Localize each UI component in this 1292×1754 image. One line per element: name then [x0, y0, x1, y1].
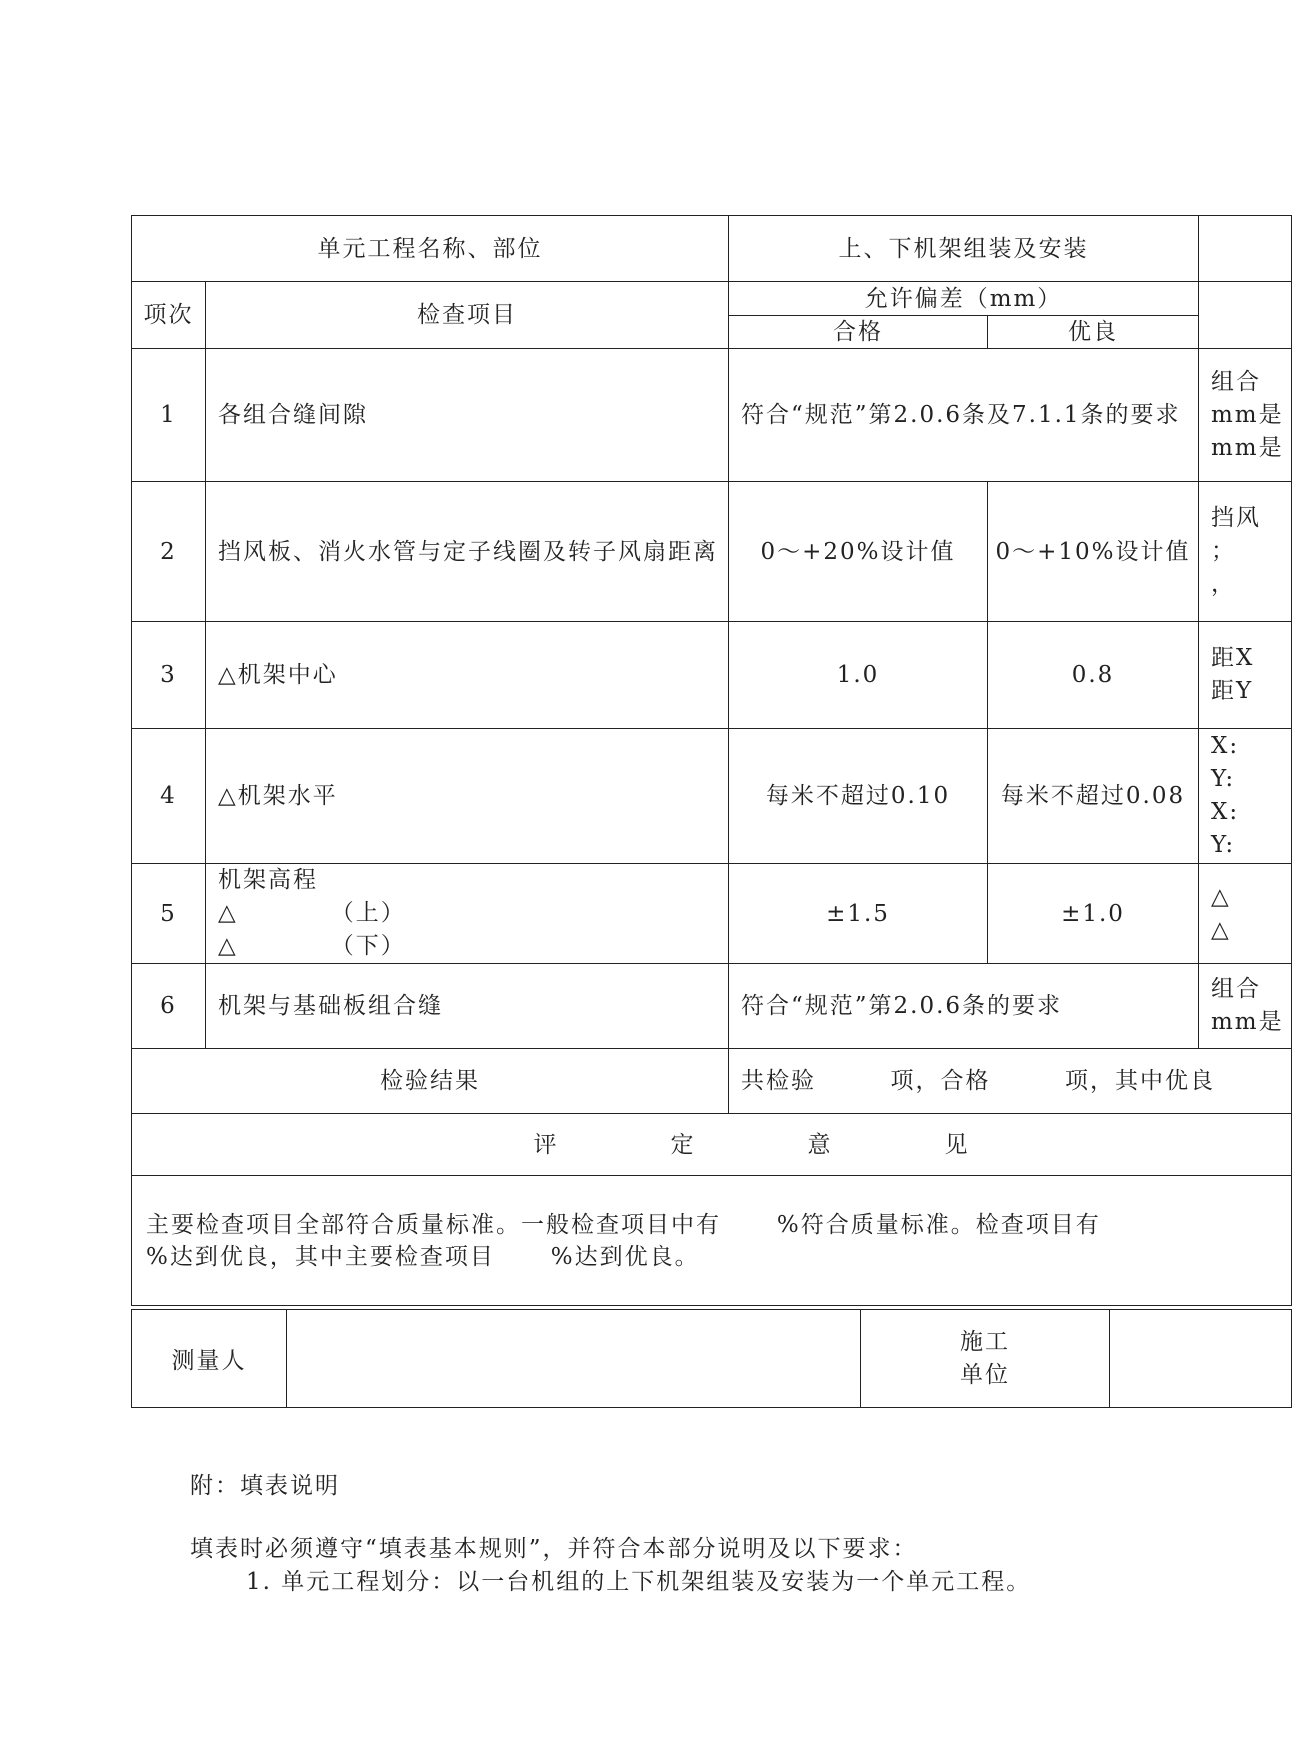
- table-row: [132, 864, 1292, 964]
- row-qualified: 0～+20%设计值: [729, 482, 988, 622]
- row-excellent: 0.8: [988, 622, 1199, 729]
- notes-intro: 填表时必须遵守“填表基本规则”，并符合本部分说明及以下要求：: [190, 1536, 918, 1562]
- signature-table: [131, 1309, 1292, 1408]
- measured-line: ，: [1211, 571, 1236, 597]
- measured-line: 组合: [1211, 976, 1261, 1002]
- row-no: 5: [132, 864, 206, 964]
- row-excellent: 每米不超过0.08: [988, 729, 1199, 864]
- measured-line: △: [1211, 916, 1231, 943]
- measured-line: mm是: [1211, 1009, 1284, 1035]
- row-item-line: 机架高程: [218, 867, 318, 893]
- construction-unit-line: 单位: [960, 1361, 1010, 1388]
- row-measured: [1199, 964, 1292, 1049]
- row-measured: [1199, 864, 1292, 964]
- row-qualified: ±1.5: [729, 864, 988, 964]
- measured-line: 挡风: [1211, 505, 1261, 531]
- notes-item-1: 1. 单元工程划分：以一台机组的上下机架组装及安装为一个单元工程。: [246, 1569, 1032, 1595]
- row-item: △机架中心: [206, 622, 729, 729]
- row-excellent: ±1.0: [988, 864, 1199, 964]
- result-row: [132, 1049, 1292, 1114]
- row-measured: [1199, 482, 1292, 622]
- construction-unit-label: [861, 1310, 1110, 1408]
- notes-section: [190, 1470, 1031, 1599]
- row-item-line: △ （上）: [218, 900, 406, 926]
- table-row: [132, 349, 1292, 482]
- inspection-form: [131, 215, 1292, 1306]
- row-item: 挡风板、消火水管与定子线圈及转子风扇距离: [206, 482, 729, 622]
- measured-line: ；: [1211, 538, 1236, 564]
- measured-line: △: [1211, 883, 1231, 910]
- table-row: [132, 964, 1292, 1049]
- result-label: 检验结果: [132, 1049, 729, 1114]
- unit-label: 单元工程名称、部位: [132, 216, 729, 282]
- measured-line: mm是: [1211, 434, 1284, 461]
- qualified-header: 合格: [729, 316, 988, 349]
- measured-header: [1199, 282, 1292, 349]
- measured-line: 距Y: [1211, 678, 1254, 704]
- assessment-title: [132, 1114, 1292, 1176]
- assessment-body-row: [132, 1176, 1292, 1306]
- row-requirement: 符合“规范”第2.0.6条的要求: [729, 964, 1199, 1049]
- construction-unit-line: 施工: [960, 1328, 1010, 1355]
- assessment-line: %达到优良，其中主要检查项目 %达到优良。: [146, 1243, 700, 1270]
- measured-line: Y:: [1211, 766, 1236, 792]
- row-measured: [1199, 349, 1292, 482]
- table-row: [132, 482, 1292, 622]
- measured-line: X:: [1211, 799, 1240, 825]
- row-qualified: 1.0: [729, 622, 988, 729]
- measured-line: Y:: [1211, 832, 1236, 858]
- measured-line: mm是: [1211, 401, 1284, 428]
- row-excellent: 0～+10%设计值: [988, 482, 1199, 622]
- assessment-title-char: 意: [807, 1131, 833, 1158]
- row-no: 4: [132, 729, 206, 864]
- excellent-header: 优良: [988, 316, 1199, 349]
- table-row: [132, 622, 1292, 729]
- assessment-title-char: 定: [670, 1131, 696, 1158]
- tolerance-header: 允许偏差（mm）: [729, 282, 1199, 316]
- assessment-title-char: 评: [533, 1131, 559, 1158]
- assessment-line: 主要检查项目全部符合质量标准。一般检查项目中有 %符合质量标准。检查项目有: [146, 1211, 1101, 1238]
- row-no: 1: [132, 349, 206, 482]
- row-item: [206, 864, 729, 964]
- unit-extra-cell: [1199, 216, 1292, 282]
- assessment-title-row: [132, 1114, 1292, 1176]
- construction-unit-signature-cell[interactable]: [1110, 1310, 1292, 1408]
- row-no: 6: [132, 964, 206, 1049]
- row-item: 机架与基础板组合缝: [206, 964, 729, 1049]
- unit-row: [132, 216, 1292, 282]
- row-requirement: 符合“规范”第2.0.6条及7.1.1条的要求: [729, 349, 1199, 482]
- row-item-line: △ （下）: [218, 933, 406, 959]
- row-measured: [1199, 729, 1292, 864]
- row-measured: [1199, 622, 1292, 729]
- measured-line: 组合: [1211, 368, 1261, 395]
- row-qualified: 每米不超过0.10: [729, 729, 988, 864]
- measurer-signature-cell[interactable]: [287, 1310, 861, 1408]
- table-row: [132, 729, 1292, 864]
- row-no: 3: [132, 622, 206, 729]
- row-no: 2: [132, 482, 206, 622]
- header-row: [132, 282, 1292, 316]
- row-item: 各组合缝间隙: [206, 349, 729, 482]
- check-item-header: 检查项目: [206, 282, 729, 349]
- assessment-title-char: 见: [944, 1131, 970, 1158]
- item-no-header: 项次: [132, 282, 206, 349]
- notes-title: 附：填表说明: [190, 1473, 340, 1499]
- unit-value: 上、下机架组装及安装: [729, 216, 1199, 282]
- measured-line: X:: [1211, 733, 1240, 759]
- measured-line: 距X: [1211, 645, 1255, 671]
- row-item: △机架水平: [206, 729, 729, 864]
- assessment-body: [132, 1176, 1292, 1306]
- result-value: 共检验 项，合格 项，其中优良: [729, 1049, 1292, 1114]
- measurer-label: 测量人: [132, 1310, 287, 1408]
